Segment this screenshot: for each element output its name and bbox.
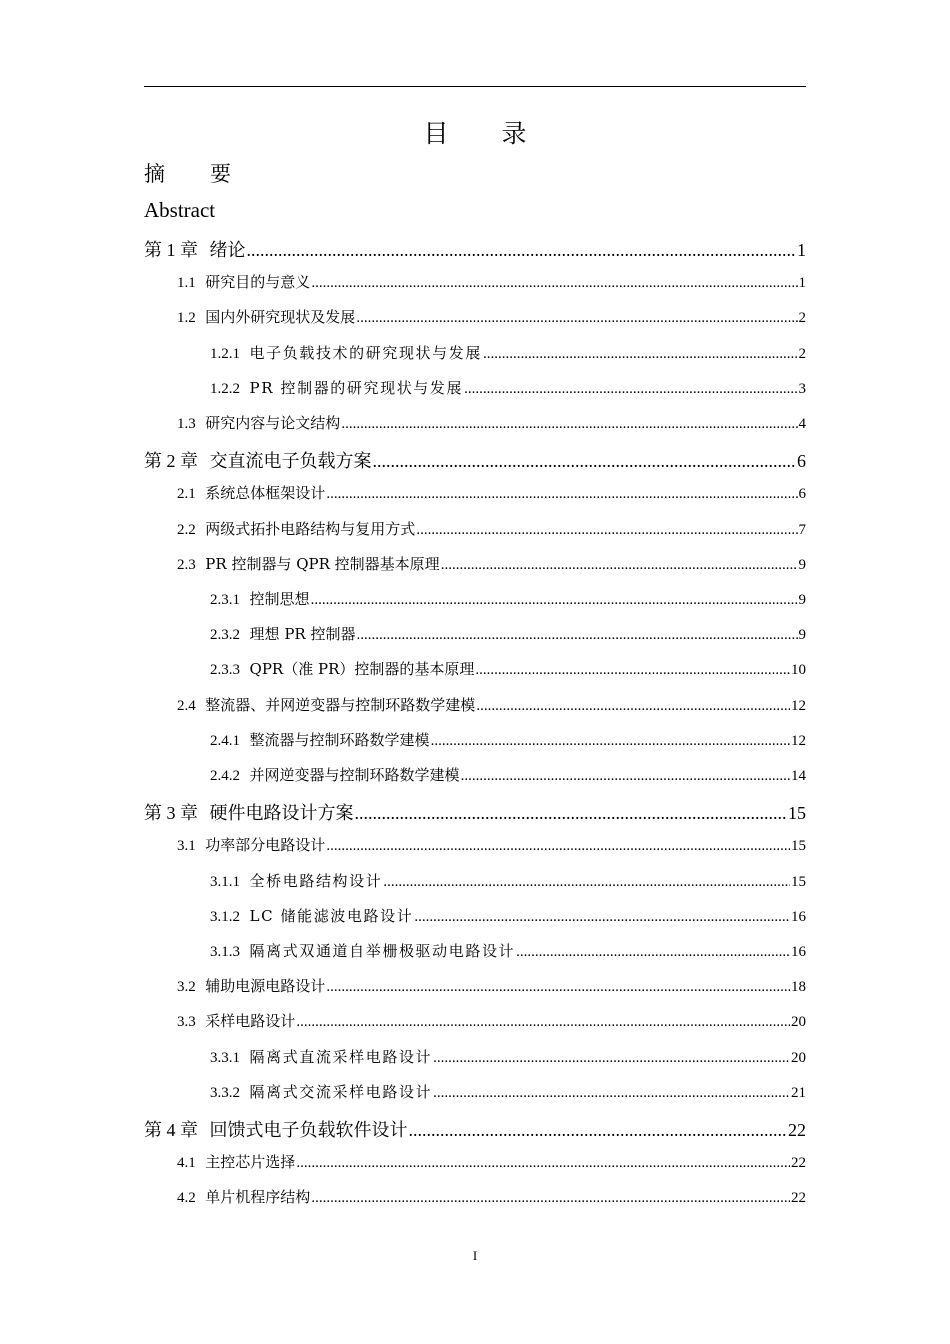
toc-entry-number: 3.3: [177, 1014, 196, 1031]
toc-page-number: 9: [798, 556, 806, 573]
toc-entry-number: 2.3.2: [210, 627, 240, 644]
toc-entry-label: [210, 623, 355, 644]
toc-entry-title: 整流器、并网逆变器与控制环路数学建模: [205, 695, 476, 714]
toc-section-entry[interactable]: [210, 764, 806, 785]
toc-entry-label: [210, 377, 463, 398]
toc-section-entry[interactable]: [177, 1151, 806, 1172]
toc-section-entry[interactable]: [210, 1046, 806, 1067]
toc-entry-number: 2.2: [177, 521, 196, 538]
toc-leader-dots: [356, 627, 797, 644]
toc-page-number: 18: [791, 979, 806, 996]
toc-leader-dots: [311, 275, 797, 292]
toc-entry-label: [210, 1081, 432, 1102]
toc-entry-number: 2.3: [177, 556, 196, 573]
toc-chapter-entry[interactable]: [144, 799, 806, 825]
toc-section-entry[interactable]: [210, 588, 806, 609]
toc-leader-dots: [414, 909, 790, 926]
toc-page-number: 15: [791, 838, 806, 855]
toc-entry-title: 回馈式电子负载软件设计: [209, 1120, 408, 1141]
toc-section-entry[interactable]: [210, 905, 806, 926]
toc-leader-dots: [441, 557, 798, 574]
toc-entry-title: LC 储能滤波电路设计: [249, 906, 414, 925]
toc-page-number: 1: [798, 275, 806, 292]
toc-entry-label: [177, 518, 415, 539]
toc-page-number: 20: [791, 1014, 806, 1031]
toc-page-number: 22: [791, 1190, 806, 1207]
toc-entry-title: 绪论: [209, 240, 246, 261]
toc-chapter-entry[interactable]: [144, 1116, 806, 1142]
toc-page-number: 10: [791, 662, 806, 679]
toc-page-number: 7: [798, 521, 806, 538]
toc-entry-number: 3.3.2: [210, 1084, 240, 1101]
toc-entry-number: 3.1.3: [210, 944, 240, 960]
toc-entry-number: 1.2.2: [210, 380, 240, 397]
toc-entry-label: [177, 482, 325, 503]
toc-section-entry[interactable]: [177, 694, 806, 715]
toc-entry-label: [210, 729, 430, 750]
toc-entry-label: [210, 342, 482, 363]
toc-entry-number: 2.1: [177, 486, 196, 503]
toc-page-number: 2: [798, 310, 806, 327]
toc-section-entry[interactable]: [210, 342, 806, 363]
toc-entry-title: 并网逆变器与控制环路数学建模: [249, 766, 460, 784]
toc-page-number: 2: [798, 345, 806, 362]
toc-entry-title: QPR（准 PR）控制器的基本原理: [249, 660, 475, 679]
toc-entry-title: 国内外研究现状及发展: [205, 308, 356, 327]
toc-entry-label: [177, 694, 475, 715]
toc-leader-dots: [246, 240, 796, 261]
toc-section-entry[interactable]: [177, 975, 806, 996]
abstract-en-heading: Abstract: [144, 198, 216, 222]
toc-entry-label: [210, 658, 474, 679]
toc-page-number: 15: [788, 803, 806, 824]
toc-entry-number: 第 3 章: [144, 803, 198, 824]
toc-leader-dots: [296, 1014, 790, 1031]
toc-entry-number: 1.1: [177, 275, 196, 292]
toc-section-entry[interactable]: [177, 518, 806, 539]
toc-entry-title: 整流器与控制环路数学建模: [249, 730, 430, 749]
toc-leader-dots: [311, 592, 798, 609]
toc-section-entry[interactable]: [177, 482, 806, 503]
toc-leader-dots: [475, 662, 790, 679]
toc-entry-label: [210, 905, 413, 926]
toc-page-number: 16: [791, 908, 806, 925]
toc-section-entry[interactable]: [210, 377, 806, 398]
toc-entry-label: [177, 1010, 295, 1031]
toc-entry-title: 隔离式双通道自举栅极驱动电路设计: [249, 942, 516, 960]
toc-entry-title: PR 控制器与 QPR 控制器基本原理: [205, 554, 440, 573]
page-title: 目 录: [423, 119, 541, 148]
toc-entry-number: 第 1 章: [144, 240, 198, 260]
toc-entry-title: PR 控制器的研究现状与发展: [249, 378, 464, 397]
toc-entry-number: 3.1.1: [210, 873, 240, 890]
toc-leader-dots: [464, 381, 797, 398]
toc-page-number: 12: [791, 697, 806, 714]
toc-entry-number: 1.2: [177, 310, 196, 327]
toc-entry-label: [177, 306, 355, 327]
toc-entry-title: 电子负载技术的研究现状与发展: [249, 343, 482, 362]
toc-section-entry[interactable]: [177, 553, 806, 574]
toc-leader-dots: [461, 768, 790, 785]
toc-leader-dots: [326, 486, 797, 503]
toc-section-entry[interactable]: [210, 658, 806, 679]
toc-entry-label: [177, 834, 325, 855]
toc-entry-title: 全桥电路结构设计: [249, 871, 383, 890]
toc-entry-number: 第 2 章: [144, 451, 198, 472]
toc-entry-title: 隔离式交流采样电路设计: [249, 1082, 433, 1101]
toc-entry-title: 主控芯片选择: [205, 1153, 296, 1172]
toc-section-entry[interactable]: [177, 1186, 806, 1207]
toc-leader-dots: [516, 944, 790, 961]
toc-entry-label: [210, 588, 310, 609]
toc-section-entry[interactable]: [210, 623, 806, 644]
toc-leader-dots: [483, 346, 798, 363]
toc-leader-dots: [326, 979, 790, 996]
toc-page-number: 3: [798, 380, 806, 397]
toc-leader-dots: [341, 416, 797, 433]
toc-leader-dots: [326, 838, 790, 855]
toc-page-number: 12: [791, 732, 806, 749]
toc-leader-dots: [356, 310, 797, 327]
toc-entry-title: 系统总体框架设计: [205, 484, 326, 503]
toc-entry-title: 功率部分电路设计: [205, 836, 326, 855]
toc-page-number: 21: [791, 1084, 806, 1101]
toc-section-entry[interactable]: [177, 271, 806, 292]
toc-page-number: 22: [791, 1155, 806, 1172]
toc-page-number: 9: [798, 627, 806, 644]
toc-entry-number: 1.2.1: [210, 345, 240, 362]
toc-entry-number: 2.4: [177, 697, 196, 714]
toc-entry-label: [177, 271, 310, 292]
toc-entry-label: [177, 975, 325, 996]
toc-entry-label: [177, 553, 440, 574]
toc-page-number: 20: [791, 1049, 806, 1066]
toc-entry-title: 单片机程序结构: [205, 1188, 311, 1207]
toc-entry-number: 3.3.1: [210, 1049, 240, 1066]
toc-section-entry[interactable]: [177, 306, 806, 327]
toc-section-entry[interactable]: [177, 412, 806, 433]
toc-page-number: 6: [797, 451, 806, 472]
toc-page-number: 14: [791, 768, 806, 784]
toc-leader-dots: [408, 1120, 787, 1141]
toc-entry-label: [210, 764, 460, 785]
toc-entry-title: 理想 PR 控制器: [249, 625, 356, 644]
toc-entry-title: 交直流电子负载方案: [209, 451, 372, 473]
toc-entry-number: 3.1: [177, 838, 196, 855]
toc-section-entry[interactable]: [177, 834, 806, 855]
toc-entry-label: [210, 940, 515, 961]
toc-page-number: 16: [791, 944, 806, 960]
toc-entry-title: 辅助电源电路设计: [205, 977, 326, 996]
toc-page-number: 15: [791, 873, 806, 890]
toc-page-number: 6: [798, 486, 806, 503]
toc-leader-dots: [433, 1050, 790, 1067]
toc-entry-title: 采样电路设计: [205, 1012, 296, 1031]
toc-entry-label: [144, 236, 245, 262]
toc-entry-label: [177, 1151, 295, 1172]
toc-page-number: 4: [798, 416, 806, 432]
toc-entry-number: 3.1.2: [210, 908, 240, 925]
toc-entry-title: 控制思想: [249, 590, 310, 608]
toc-entry-number: 3.2: [177, 979, 196, 996]
toc-leader-dots: [383, 874, 790, 891]
toc-entry-label: [144, 447, 371, 473]
toc-leader-dots: [311, 1190, 790, 1207]
toc-leader-dots: [354, 803, 787, 824]
toc-leader-dots: [372, 451, 796, 472]
toc-entry-title: 研究内容与论文结构: [205, 414, 341, 432]
toc-section-entry[interactable]: [177, 1010, 806, 1031]
toc-page-number: 1: [797, 240, 806, 260]
toc-section-entry[interactable]: [210, 729, 806, 750]
toc-entry-number: 2.3.3: [210, 662, 240, 679]
toc-entry-number: 1.3: [177, 416, 196, 432]
toc-entry-number: 4.2: [177, 1190, 196, 1207]
toc-entry-number: 2.4.2: [210, 768, 240, 784]
toc-entry-title: 隔离式直流采样电路设计: [249, 1047, 433, 1066]
toc-entry-title: 两级式拓扑电路结构与复用方式: [205, 519, 416, 538]
abstract-cn-heading: 摘 要: [144, 162, 243, 186]
toc-leader-dots: [416, 522, 797, 539]
toc-page-number: 9: [798, 592, 806, 608]
toc-leader-dots: [431, 733, 790, 750]
toc-entry-label: [144, 799, 353, 825]
toc-section-entry[interactable]: [210, 940, 806, 961]
toc-entry-number: 4.1: [177, 1155, 196, 1172]
toc-page-number: 22: [788, 1120, 806, 1140]
toc-entry-title: 研究目的与意义: [205, 273, 311, 292]
toc-leader-dots: [433, 1085, 790, 1102]
toc-chapter-entry[interactable]: [144, 447, 806, 473]
toc-entry-number: 第 4 章: [144, 1120, 198, 1140]
toc-section-entry[interactable]: [210, 1081, 806, 1102]
toc-entry-label: [177, 412, 340, 433]
page-number-footer: I: [472, 1248, 478, 1263]
toc-leader-dots: [296, 1155, 790, 1172]
toc-chapter-entry[interactable]: [144, 236, 806, 262]
toc-entry-label: [210, 1046, 432, 1067]
toc-entry-label: [177, 1186, 310, 1207]
toc-entry-title: 硬件电路设计方案: [209, 803, 354, 825]
toc-entry-number: 2.4.1: [210, 732, 240, 749]
toc-entry-label: [210, 870, 382, 891]
toc-section-entry[interactable]: [210, 870, 806, 891]
toc-entry-label: [144, 1116, 407, 1142]
toc-leader-dots: [476, 698, 790, 715]
toc-entry-number: 2.3.1: [210, 592, 240, 608]
